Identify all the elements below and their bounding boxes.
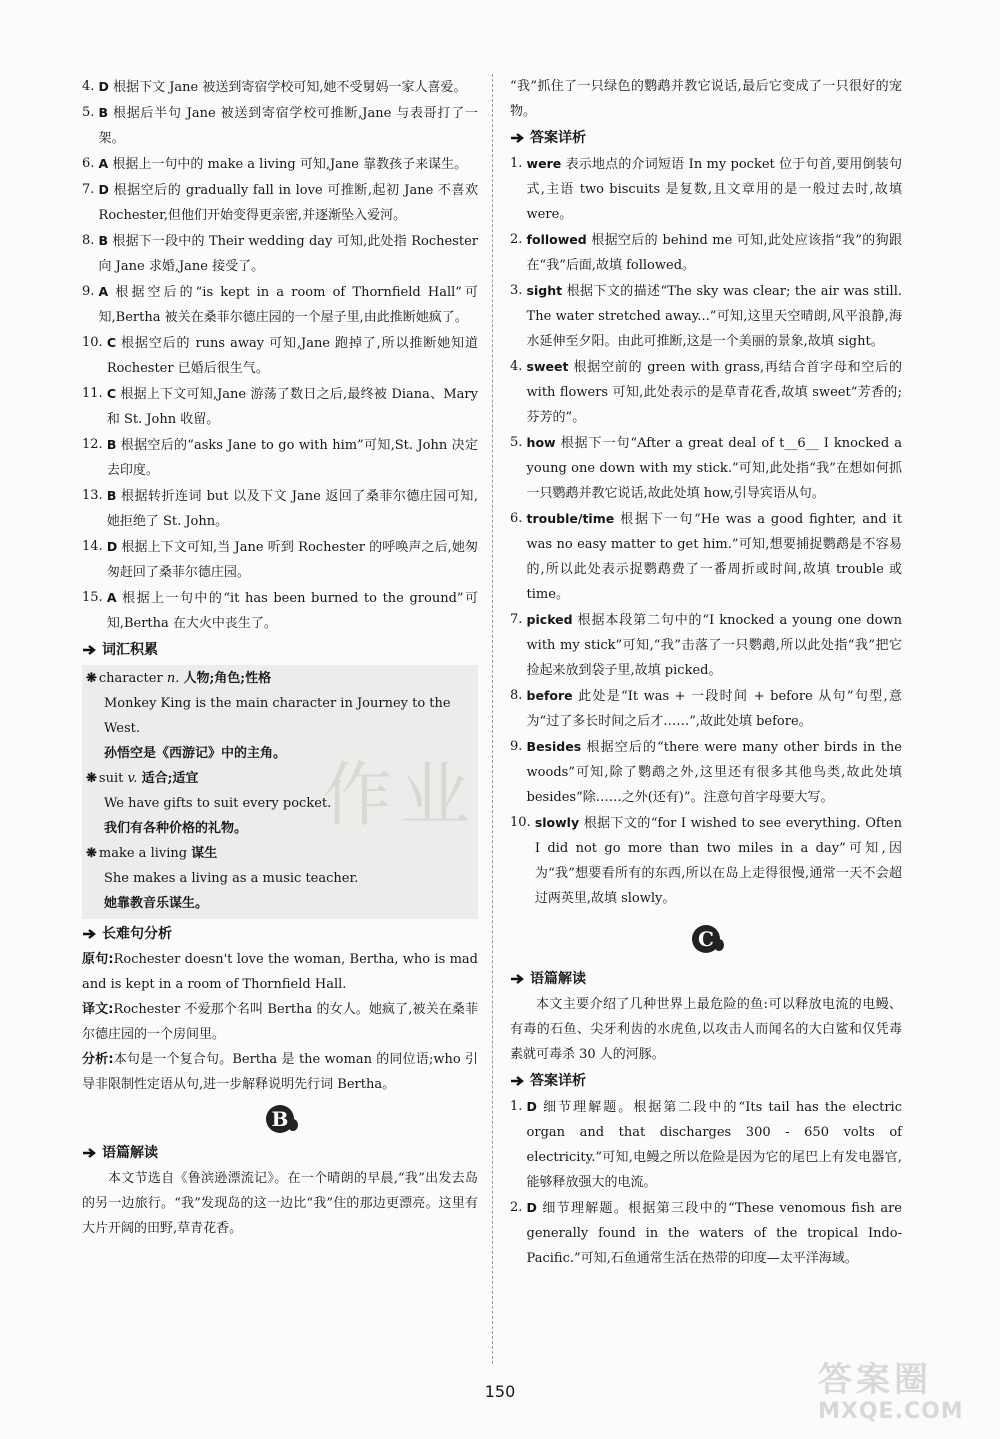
item-number: 13. [82, 488, 107, 503]
section-c-badge-wrap [510, 911, 902, 965]
vocab-example-en: We have gifts to suit every pocket. [104, 796, 332, 811]
answer-item [510, 734, 902, 810]
answer-item [510, 278, 902, 354]
answer-item [82, 585, 478, 636]
item-body [99, 151, 478, 177]
item-number: 6. [510, 511, 527, 526]
vocab-example-zh: 她靠教音乐谋生。 [104, 896, 209, 911]
item-explanation: 根据上下文可知,Jane 游荡了数日之后,最终被 Diana、Mary 和 St. John 收留。 [106, 387, 478, 427]
answer-list-c [510, 1094, 902, 1271]
answer-item [510, 151, 902, 227]
item-explanation: 根据下文 Jane 被送到寄宿学校可知,她不受舅妈一家人喜爱。 [113, 80, 467, 95]
item-explanation: 根据上下文可知,当 Jane 听到 Rochester 的呼唤声之后,她匆匆赶回了桑菲尔德庄园。 [106, 540, 478, 580]
item-number: 5. [82, 105, 99, 120]
item-number: 7. [510, 612, 527, 627]
column-divider [492, 74, 493, 1364]
item-answer: sweet [526, 359, 569, 374]
answer-item [82, 534, 478, 585]
item-body [107, 483, 478, 534]
item-number: 14. [82, 539, 107, 554]
vocab-word: suit [98, 771, 124, 786]
vocab-meaning: 适合;适宜 [141, 771, 199, 786]
item-number: 6. [82, 156, 99, 171]
answer-item [82, 228, 478, 279]
item-explanation: 细节理解题。根据第三段中的“These venomous fish are generally found in the waters of the tropical Indo-Pacific.”可知,石鱼通常生活在热带的印度—太平洋海域。 [526, 1201, 903, 1266]
item-body [527, 151, 902, 227]
section-c-answer-heading: 答案详析 [510, 1068, 902, 1094]
item-number: 4. [510, 359, 527, 374]
item-answer: B [98, 233, 109, 248]
item-explanation: 根据空后的 gradually fall in love 可推断,起初 Jane 不喜欢 Rochester,但他们开始变得更亲密,并逐渐坠入爱河。 [98, 183, 478, 223]
vocab-word: character [98, 671, 163, 686]
item-body [527, 354, 902, 430]
item-answer: D [526, 1099, 537, 1114]
item-explanation: 根据下一句“He was a good fighter, and it was no easy matter to get him.”可知,想要捕捉鹦鹉是不容易的,所以此处表示捉鹦鹉费了一番周折或时间,故填 trouble 或 time。 [526, 512, 902, 602]
item-body [107, 432, 478, 483]
item-answer: slowly [534, 815, 580, 830]
item-explanation: 表示地点的介词短语 In my pocket 位于句首,要用倒装句式,主语 two biscuits 是复数,且文章用的是一般过去时,故填 were。 [526, 157, 902, 222]
item-answer: B [106, 437, 117, 452]
item-body [99, 228, 478, 279]
item-number: 4. [82, 79, 99, 94]
item-explanation: 根据空后的“asks Jane to go with him”可知,St. John 决定去印度。 [106, 438, 478, 478]
item-number: 1. [510, 156, 527, 171]
translation: 译文:Rochester 不爱那个名叫 Bertha 的女人。她疯了,被关在桑菲尔德庄园的一个房间里。 [82, 1002, 478, 1042]
answer-item [82, 151, 478, 177]
section-b-reading-text: 本文节选自《鲁滨逊漂流记》。在一个晴朗的早晨,“我”出发去岛的另一边旅行。“我”发现岛的这一边比“我”住的那边更漂亮。这里有大片开阔的田野,草青花香。 [82, 1171, 478, 1236]
item-body [99, 100, 478, 151]
item-body [527, 734, 902, 810]
section-b-badge-wrap [82, 1097, 478, 1139]
item-body [527, 1094, 902, 1195]
answer-item [82, 432, 478, 483]
site-watermark-logo: 答案圈 MXQE.COM [818, 1360, 964, 1424]
item-body [99, 177, 478, 228]
item-answer: D [106, 539, 118, 554]
item-body [99, 279, 478, 330]
item-number: 15. [82, 590, 107, 605]
vocab-word: make a living [98, 846, 188, 861]
item-body [527, 607, 902, 683]
item-answer: D [98, 182, 109, 197]
analysis: 分析:本句是一个复合句。Bertha 是 the woman 的同位语;who 引导非限制性定语从句,进一步解释说明先行词 Bertha。 [82, 1052, 478, 1092]
item-explanation: 根据空后的 behind me 可知,此处应该指“我”的狗跟在“我”后面,故填 followed。 [526, 233, 902, 273]
item-answer: A [98, 156, 109, 171]
star-icon: ❋ [86, 771, 97, 786]
answer-item [510, 506, 902, 607]
vocab-example-zh: 我们有各种价格的礼物。 [104, 821, 248, 836]
item-body [99, 74, 478, 100]
vocab-entry [86, 841, 478, 866]
item-body [107, 534, 478, 585]
item-number: 8. [82, 233, 99, 248]
star-icon: ❋ [86, 846, 97, 861]
answer-list-a [82, 74, 478, 636]
item-body [527, 1195, 902, 1271]
vocab-meaning: 人物;角色;性格 [183, 671, 272, 686]
item-body [107, 330, 478, 381]
vocab-heading: 词汇积累 [82, 637, 478, 663]
item-body [107, 585, 478, 636]
item-body [107, 381, 478, 432]
item-number: 2. [510, 1200, 527, 1215]
item-number: 10. [510, 815, 535, 830]
section-b-badge: B [266, 1105, 294, 1133]
original-sentence: 原句:Rochester doesn't love the woman, Bertha, who is mad and is kept in a room of Thornfield Hall. [82, 952, 478, 992]
left-column [82, 74, 478, 1241]
answer-item [510, 1195, 902, 1271]
vocab-box [82, 665, 478, 919]
item-explanation: 此处是“It was + 一段时间 + before 从句”句型,意为“过了多长时间之后才……”,故此处填 before。 [526, 689, 902, 729]
item-answer: B [98, 105, 109, 120]
item-answer: picked [526, 612, 573, 627]
item-answer: A [106, 590, 117, 605]
item-body [527, 506, 902, 607]
answer-item [82, 74, 478, 100]
item-explanation: 根据上一句中的“it has been burned to the ground”可知,Bertha 在大火中丧生了。 [106, 591, 478, 631]
item-number: 2. [510, 232, 527, 247]
answer-item [510, 683, 902, 734]
item-number: 5. [510, 435, 527, 450]
vocab-entry [86, 766, 478, 791]
answer-item [82, 381, 478, 432]
answer-item [510, 607, 902, 683]
arrow-icon [510, 1075, 526, 1087]
page-number: 150 [484, 1382, 516, 1401]
item-explanation: 根据后半句 Jane 被送到寄宿学校可推断,Jane 与表哥打了一架。 [98, 106, 478, 146]
item-explanation: 根据下一段中的 Their wedding day 可知,此处指 Rochester 向 Jane 求婚,Jane 接受了。 [98, 234, 478, 274]
arrow-icon [82, 1147, 98, 1159]
arrow-icon [82, 928, 98, 940]
vocab-pos: v. [127, 771, 138, 786]
section-c-reading-text: 本文主要介绍了几种世界上最危险的鱼:可以释放电流的电鳗、有毒的石鱼、尖牙利齿的水虎鱼,以攻击人而闻名的大白鲨和仅凭毒素就可毒杀 30 人的河豚。 [510, 997, 902, 1062]
item-explanation: 根据空前的 green with grass,再结合首字母和空后的 with flowers 可知,此处表示的是草青花香,故填 sweet“芳香的;芬芳的”。 [526, 360, 902, 425]
arrow-icon [510, 132, 526, 144]
item-body [535, 810, 902, 911]
vocab-example-en: Monkey King is the main character in Journey to the West. [104, 696, 451, 736]
item-number: 9. [82, 284, 99, 299]
item-answer: A [98, 284, 109, 299]
item-number: 12. [82, 437, 107, 452]
arrow-icon [82, 644, 98, 656]
watermark: 作业 [322, 754, 478, 836]
star-icon: ❋ [86, 671, 97, 686]
item-number: 1. [510, 1099, 527, 1114]
section-c-badge: C [692, 925, 720, 953]
answer-item [510, 227, 902, 278]
right-column [510, 74, 902, 1271]
item-body [527, 278, 902, 354]
answer-item [82, 100, 478, 151]
item-answer: C [106, 386, 116, 401]
section-b-answer-heading: 答案详析 [510, 125, 902, 151]
item-answer: followed [526, 232, 587, 247]
vocab-example-zh: 孙悟空是《西游记》中的主角。 [104, 746, 287, 761]
item-answer: were [526, 156, 562, 171]
item-explanation: 根据空后的“is kept in a room of Thornfield Hall”可知,Bertha 被关在桑菲尔德庄园的一个屋子里,由此推断她疯了。 [98, 285, 478, 325]
arrow-icon [510, 973, 526, 985]
answer-item [82, 177, 478, 228]
item-answer: trouble/time [526, 511, 615, 526]
item-explanation: 根据空后的“there were many other birds in the woods”可知,除了鹦鹉之外,这里还有很多其他鸟类,故此处填 besides“除……之外(还有)”。注意句首字母要大写。 [526, 740, 902, 805]
item-explanation: 细节理解题。根据第二段中的“Its tail has the electric organ and that discharges 300 - 650 volts of electricity.”可知,电鳗之所以危险是因为它的尾巴上有发电器官,能够释放强大的电流。 [526, 1100, 902, 1190]
item-explanation: 根据上一句中的 make a living 可知,Jane 靠教孩子来谋生。 [112, 157, 468, 172]
vocab-entry [86, 666, 478, 691]
vocab-example-en: She makes a living as a music teacher. [104, 871, 359, 886]
item-answer: C [106, 335, 116, 350]
item-explanation: 根据下文的描述“The sky was clear; the air was still. The water stretched away...”可知,这里天空晴朗,风平浪静,海水延伸至夕阳。由此可推断,这是一个美丽的景象,故填 sight。 [526, 284, 902, 349]
section-c-reading-heading: 语篇解读 [510, 966, 902, 992]
item-answer: D [526, 1200, 537, 1215]
item-answer: D [98, 79, 109, 94]
vocab-pos: n. [166, 671, 180, 686]
answer-item [82, 330, 478, 381]
long-sentence-heading: 长难句分析 [82, 921, 478, 947]
answer-item [510, 354, 902, 430]
item-number: 10. [82, 335, 107, 350]
item-number: 3. [510, 283, 527, 298]
item-answer: how [526, 435, 556, 450]
item-number: 11. [82, 386, 107, 401]
answer-list-b [510, 151, 902, 911]
item-explanation: 根据转折连词 but 以及下文 Jane 返回了桑菲尔德庄园可知,她拒绝了 St. John。 [106, 489, 479, 529]
section-b-reading-heading: 语篇解读 [82, 1140, 478, 1166]
answer-item [82, 483, 478, 534]
answer-item [510, 430, 902, 506]
section-b-reading-cont: “我”抓住了一只绿色的鹦鹉并教它说话,最后它变成了一只很好的宠物。 [510, 79, 902, 119]
item-answer: Besides [526, 739, 582, 754]
item-answer: sight [526, 283, 563, 298]
item-explanation: 根据空后的 runs away 可知,Jane 跑掉了,所以推断她知道 Rochester 已婚后很生气。 [106, 336, 478, 376]
item-body [527, 683, 902, 734]
vocab-meaning: 谋生 [191, 846, 218, 861]
answer-item [510, 810, 902, 911]
item-explanation: 根据下文的“for I wished to see everything. Often I did not go more than two miles in a day”可知,因为“我”想要看所有的东西,所以在岛上走得很慢,通常一天不会超过两英里,故填 slowly。 [534, 816, 902, 906]
item-explanation: 根据本段第二句中的“I knocked a young one down with my stick”可知,“我”击落了一只鹦鹉,所以此处指“我”把它捡起来放到袋子里,故填 picked。 [526, 613, 902, 678]
answer-item [510, 1094, 902, 1195]
item-number: 8. [510, 688, 527, 703]
answer-item [82, 279, 478, 330]
item-number: 7. [82, 182, 99, 197]
item-body [527, 227, 902, 278]
item-body [527, 430, 902, 506]
item-number: 9. [510, 739, 527, 754]
item-answer: before [526, 688, 573, 703]
item-explanation: 根据下一句“After a great deal of t__6__ I knocked a young one down with my stick.”可知,此处指“我”在想如何抓一只鹦鹉并教它说话,故此处填 how,引导宾语从句。 [526, 436, 902, 501]
item-answer: B [106, 488, 117, 503]
